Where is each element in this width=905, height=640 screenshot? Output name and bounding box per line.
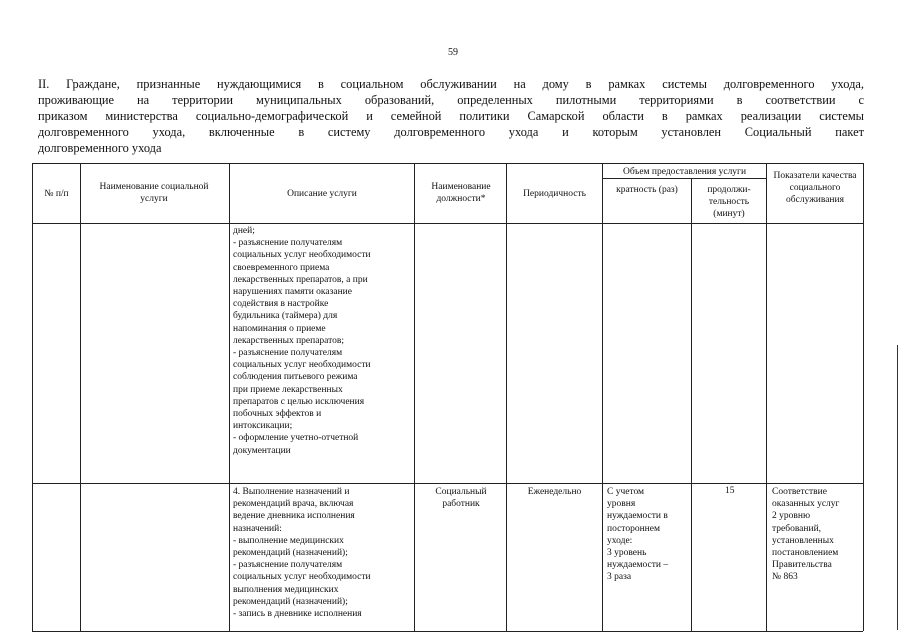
description-line: интоксикации; [233,421,293,432]
description-line: рекомендаций (назначений); [233,596,348,607]
description-line: лекарственных препаратов; [233,335,345,346]
section-line: приказом министерства социально-демографической и семейной политики Самарской области в рамках реализации системы [38,109,864,123]
description-line: социальных услуг необходимости [233,360,371,371]
row2-position: Социальный работник [435,487,487,509]
scan-edge-line [897,345,898,630]
multiplicity-line: С учетом [607,487,645,497]
header-description: Описание услуги [287,189,357,199]
multiplicity-line: 3 раза [607,572,632,583]
description-line: документации [233,445,291,456]
section-line: II. Граждане, признанные нуждающимися в социальном обслуживании на дому в рамках системы долговременного ухода, [38,77,864,91]
header-volume: Объем предоставления услуги [622,167,747,177]
multiplicity-line: нуждаемости – [607,560,669,571]
description-line: побочных эффектов и [233,409,322,420]
header-position: Наименование должности* [431,182,491,204]
description-line: ведение дневника исполнения [233,511,355,522]
row2-description [233,486,413,620]
description-line: - запись в дневнике исполнения [233,609,362,620]
multiplicity-line: постороннем [607,523,660,534]
description-line: нарушениях памяти оказание [233,287,352,298]
multiplicity-line: нуждаемости в [607,511,668,522]
description-line: при приеме лекарственных [233,384,343,395]
quality-line: требований, [772,523,822,534]
quality-line: установленных [772,535,834,546]
page-number: 59 [448,47,458,58]
description-line: - оформление учетно-отчетной [233,433,359,444]
quality-line: постановлением [772,548,839,559]
description-line: лекарственных препаратов, а при [233,274,368,285]
description-line: назначений: [233,523,282,534]
description-line: социальных услуг необходимости [233,250,371,261]
description-line: препаратов с целью исключения [233,396,365,407]
description-line: напоминания о приеме [233,323,326,334]
description-line: - разъяснение получателям [233,238,343,249]
row2-quality [772,486,862,584]
description-line: выполнения медицинских [233,584,339,595]
description-line: - разъяснение получателям [233,560,343,571]
description-line: рекомендаций (назначений); [233,548,348,559]
quality-line: 2 уровню [772,511,811,522]
description-line: - разъяснение получателям [233,348,343,359]
description-line: дней; [233,226,255,236]
section-line: долговременного ухода, включенные в систему долговременного ухода и которым установлен Социальный пакет [38,125,864,139]
description-line: 4. Выполнение назначений и [233,487,350,497]
quality-line: Правительства [772,560,832,571]
quality-line: оказанных услуг [772,499,840,510]
row2-duration: 15 [725,486,735,496]
quality-line: Соответствие [772,487,827,497]
quality-line: № 863 [772,572,798,583]
description-line: рекомендаций врача, включая [233,499,354,510]
description-line: социальных услуг необходимости [233,572,371,583]
header-service-name: Наименование социальной услуги [99,182,209,204]
description-line: содействия в настройке [233,299,329,310]
row2-multiplicity [607,486,691,584]
description-line: соблюдения питьевого режима [233,372,358,383]
section-line: долговременного ухода [38,141,162,155]
header-num: № п/п [44,189,69,199]
multiplicity-line: 3 уровень [607,548,647,559]
header-multiplicity: кратность (раз) [616,185,678,195]
multiplicity-line: уровня [607,499,636,510]
section-line: проживающие на территории муниципальных образований, определенных пилотными территориями в соответствии с [38,93,864,107]
row1-description [233,225,413,457]
description-line: своевременного приема [233,262,330,273]
header-periodicity: Периодичность [523,189,586,199]
row2-periodicity: Еженедельно [527,487,582,497]
header-quality: Показатели качества социального обслуживания [773,171,857,205]
multiplicity-line: уходе: [607,535,633,546]
description-line: - выполнение медицинских [233,535,344,546]
header-duration: продолжи-тельность (минут) [707,185,751,219]
description-line: будильника (таймера) для [233,311,338,322]
